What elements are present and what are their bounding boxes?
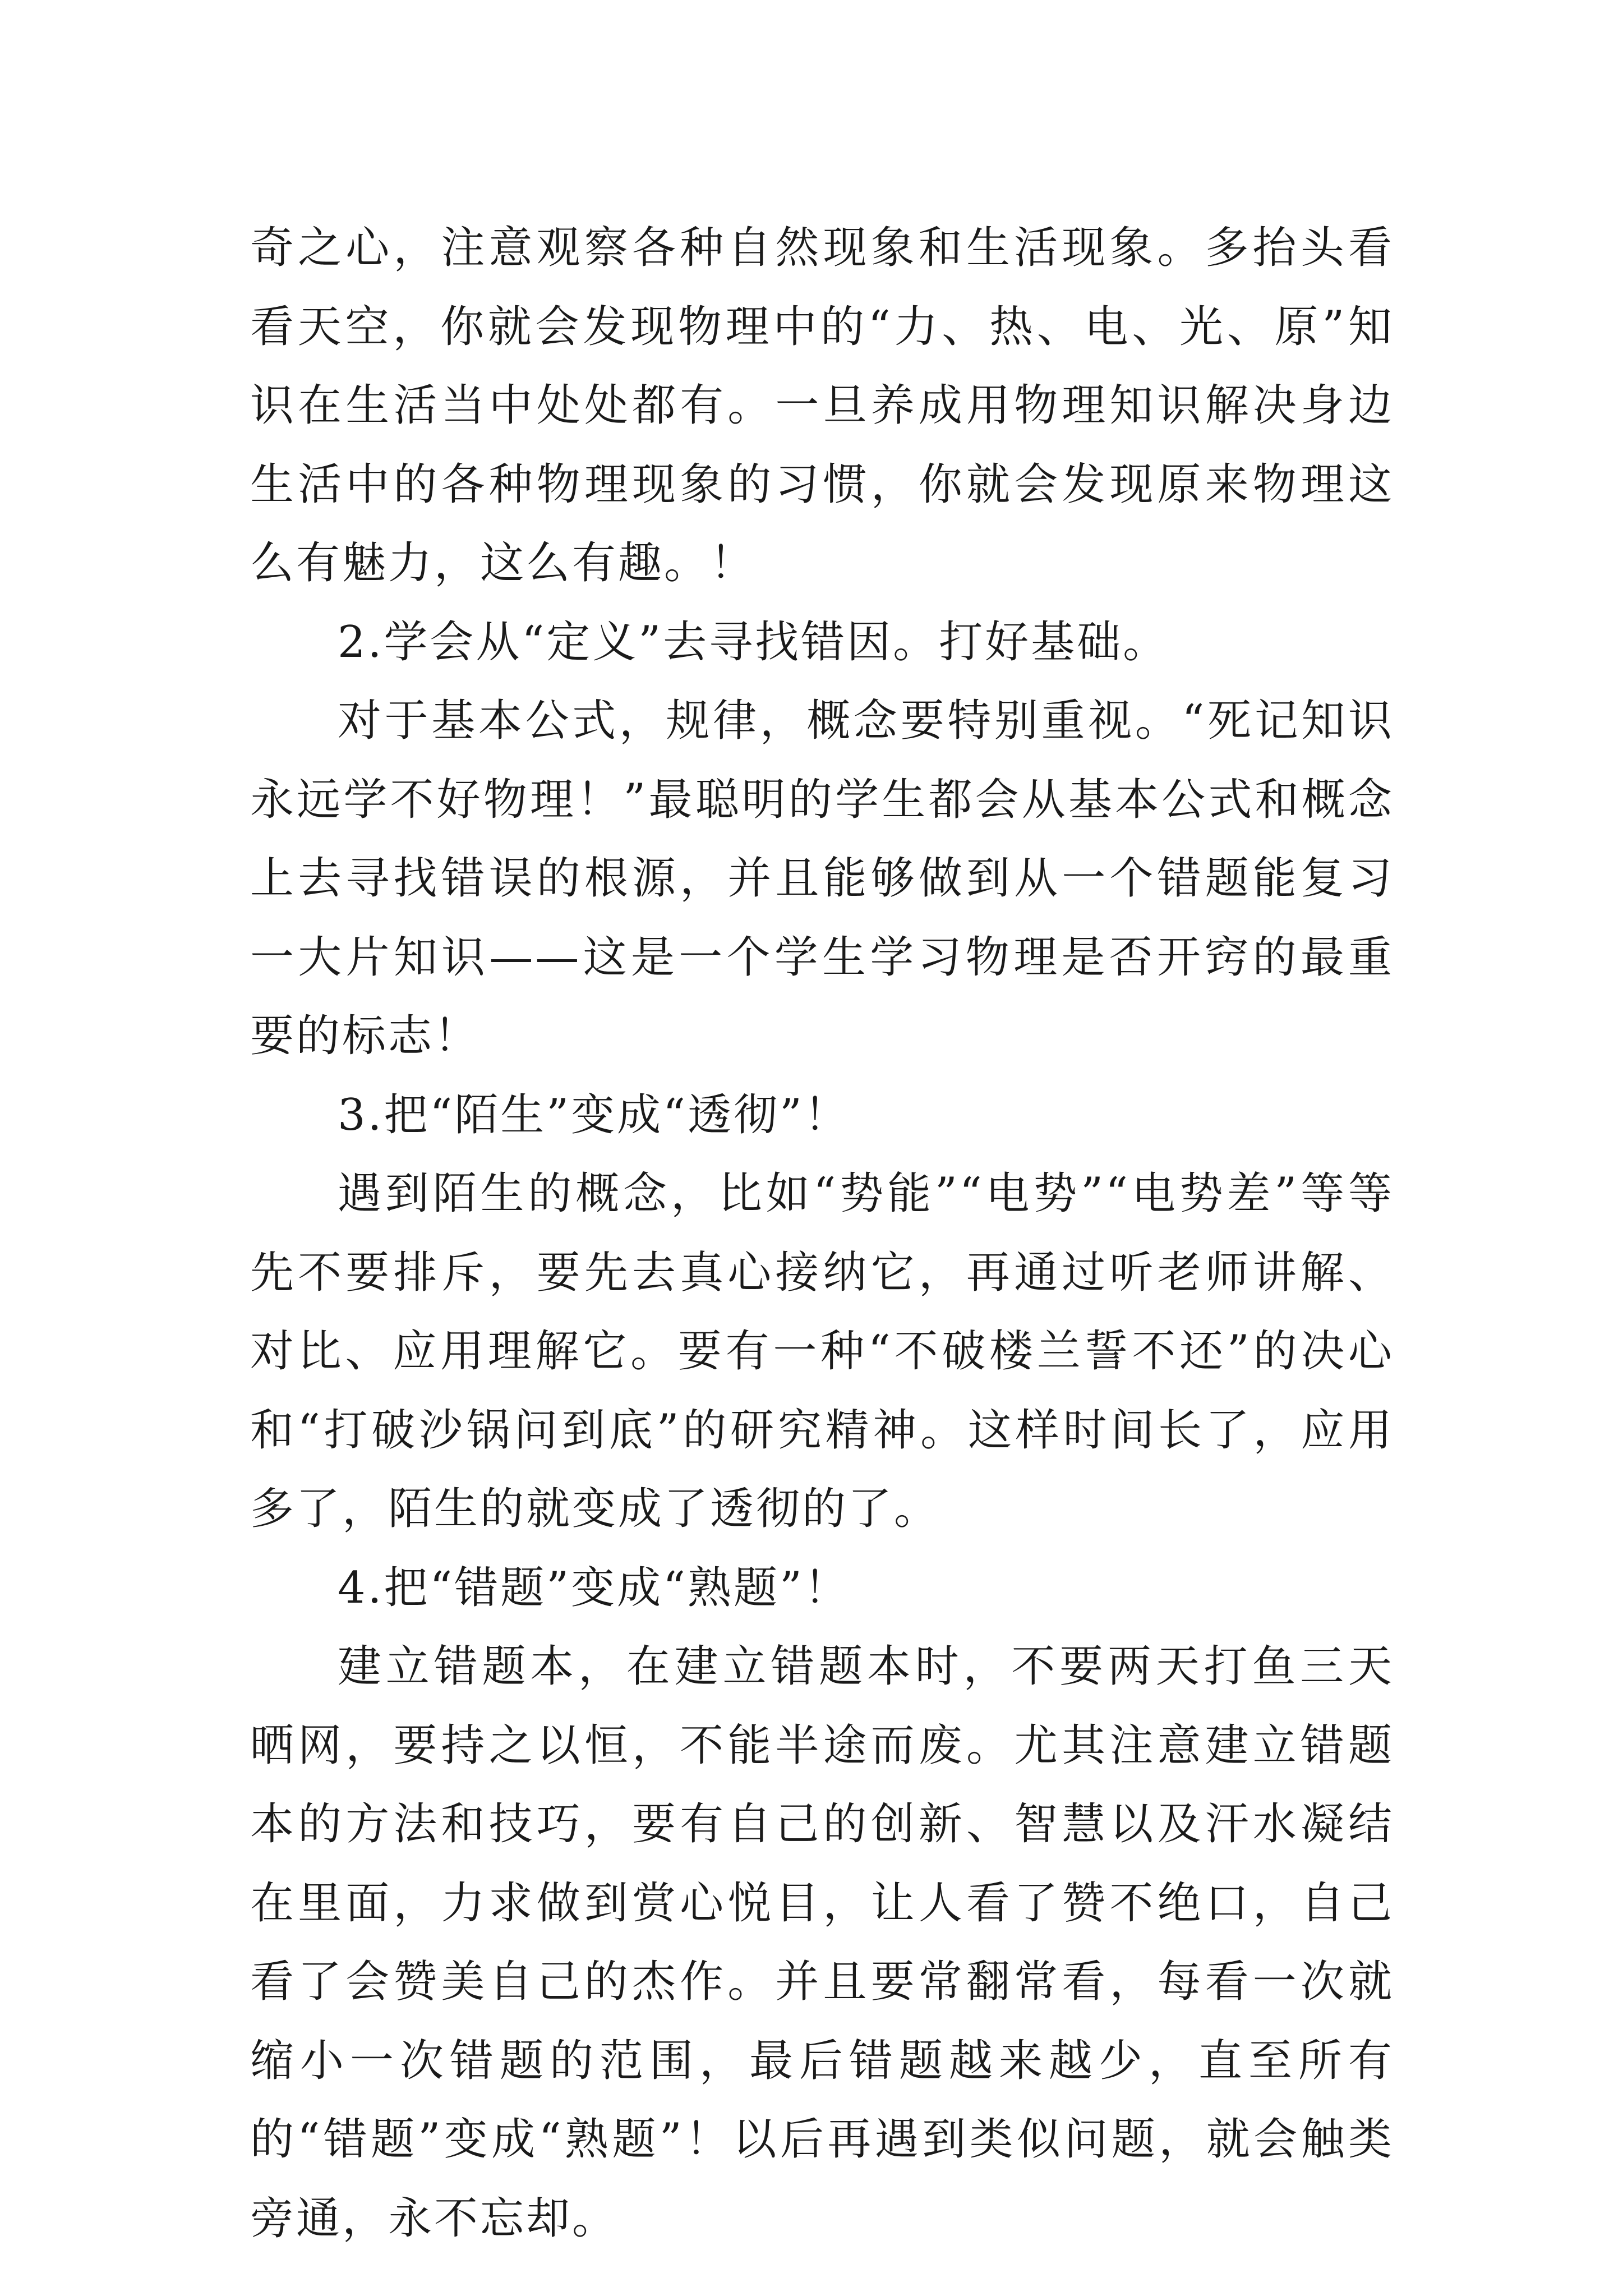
body-text [250, 209, 1394, 2258]
paragraph-definitions: 对于基本公式，规律，概念要特别重视。“死记知识永远学不好物理！”最聪明的学生都会从基本公式和概念上去寻找错误的根源，并且能够做到从一个错题能复习一大片知识——这是一个学生学习物理是否开窍的最重要的标志！ [250, 696, 1394, 1061]
section-heading-4: 4.把“错题”变成“熟题”！ [338, 1562, 850, 1613]
section-heading-2: 2.学会从“定义”去寻找错因。打好基础。 [338, 616, 1169, 668]
paragraph-unfamiliar-concepts: 遇到陌生的概念，比如“势能”“电势”“电势差”等等先不要排斥，要先去真心接纳它，再通过听老师讲解、对比、应用理解它。要有一种“不破楼兰誓不还”的决心和“打破沙锅问到底”的研究精神。这样时间长了，应用多了，陌生的就变成了透彻的了。 [250, 1168, 1394, 1534]
paragraph-continuation: 奇之心，注意观察各种自然现象和生活现象。多抬头看看天空，你就会发现物理中的“力、热、电、光、原”知识在生活当中处处都有。一旦养成用物理知识解决身边生活中的各种物理现象的习惯，你就会发现原来物理这么有魅力，这么有趣。！ [250, 223, 1394, 588]
section-heading-3: 3.把“陌生”变成“透彻”！ [338, 1089, 850, 1140]
paragraph-error-notebook: 建立错题本，在建立错题本时，不要两天打鱼三天晒网，要持之以恒，不能半途而废。尤其注意建立错题本的方法和技巧，要有自己的创新、智慧以及汗水凝结在里面，力求做到赏心悦目，让人看了赞不绝口，自己看了会赞美自己的杰作。并且要常翻常看，每看一次就缩小一次错题的范围，最后错题越来越少，直至所有的“错题”变成“熟题”！以后再遇到类似问题，就会触类旁通，永不忘却。 [250, 1641, 1394, 2244]
